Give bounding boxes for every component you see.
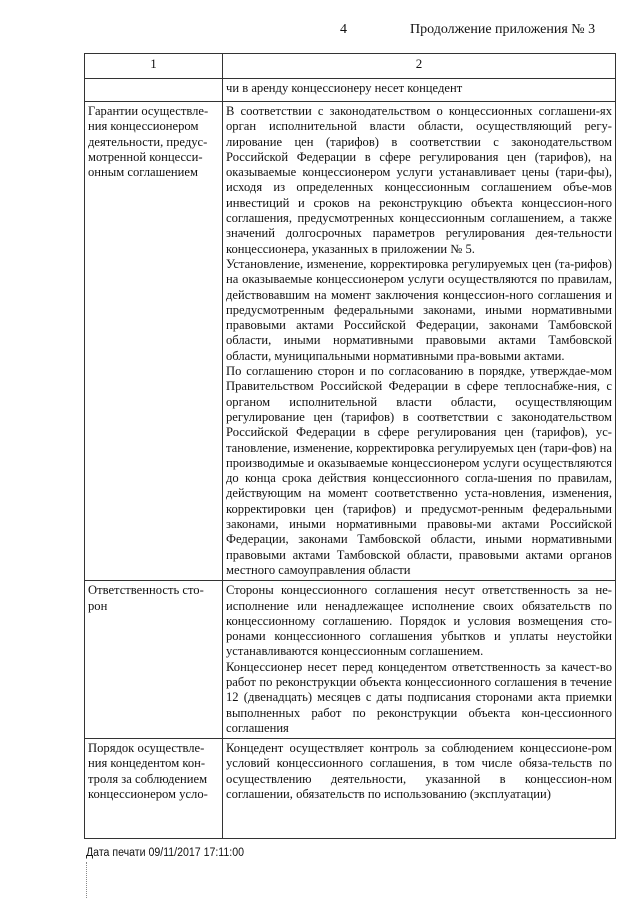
column-number-1: 1 <box>85 54 223 79</box>
page-header <box>0 22 640 42</box>
table-row <box>85 79 616 102</box>
row-label-control: Порядок осуществле-ния концедентом кон-троля за соблюдением концессионером усло- <box>85 739 223 839</box>
row-label-responsibility: Ответственность сто-рон <box>85 581 223 739</box>
table-header-row <box>85 54 616 79</box>
paragraph: По соглашению сторон и по согласованию в порядке, утверждае-мом Правительством Российской Федерации в сфере теплоснабже-ния, с органом исполнительной власти области, осуществляющим регулирование цен (тарифов) в соответствии с законодательством Российской Федерации в сфере регулирования цен (тарифов), ус-тановление, изменение, корректировка регулируемых цен (тари-фов) на производимые и оказываемые концессионером услуги осуществляются до конца срока действия концессионного согла-шения по правилам, действующим на момент соответственно уста-новления, изменения, корректировки цен (тарифов) и предусмот-ренным федеральными законами, иными нормативными правовы-ми актами Российской Федерации, законами Тамбовской области, иными нормативными правовыми актами Тамбовской области, правовыми актами органов местного самоуправления области <box>226 364 612 577</box>
table-cell-label <box>85 79 223 102</box>
paragraph: Концедент осуществляет контроль за соблюдением концессионе-ром условий концессионного соглашения, в том числе обяза-тельств по осуществлению деятельности, указанной в концессион-ном соглашении, обязательств по использованию (эксплуатации) <box>226 741 612 802</box>
row-label-guarantees: Гарантии осуществле-ния концессионером деятельности, предус-мотренной концесси-онным соглашением <box>85 102 223 581</box>
row-content-control <box>223 739 616 839</box>
paragraph: Стороны концессионного соглашения несут ответственность за не-исполнение или ненадлежащее исполнение своих обязательств по концессионному соглашению. Порядок и условия возмещения сто-ронами концессионного соглашения убытков и уплаты неустойки устанавливаются концессионным соглашением. <box>226 583 612 659</box>
row-content-guarantees <box>223 102 616 581</box>
page-number: 4 <box>340 22 347 37</box>
scan-edge-mark <box>86 862 88 898</box>
paragraph: Концессионер несет перед концедентом ответственность за качест-во работ по реконструкции объекта концессионного соглашения в течение 12 (двенадцать) месяцев с даты подписания сторонами акта приемки выполненных работ по реконструкции объекта кон-цессионного соглашения <box>226 659 612 735</box>
paragraph: В соответствии с законодательством о концессионных соглашени-ях орган исполнительной власти области, осуществляющий регу-лирование цен (тарифов) в соответствии с законодательством Российской Федерации в сфере регулирования цен (тарифов), на оказываемые концессионером услуги устанавливает цены (тари-фы), исходя из определенных концессионным соглашением объе-мов инвестиций и сроков на реконструкцию объекта концессион-ного соглашения, предусмотренных концессионным соглашением, а также значений долгосрочных параметров регулирования дея-тельности концессионера, указанных в приложении № 5. <box>226 104 612 256</box>
appendix-title: Продолжение приложения № 3 <box>410 22 596 37</box>
paragraph: Установление, изменение, корректировка регулируемых цен (та-рифов) на оказываемые концессионером услуги осуществляются по правилам, действовавшим на момент заключения концессион-ного соглашения и предусмотренным федеральными законами, иными нормативными правовыми актами Российской Федерации, законами Тамбовской области, иными нормативными правовыми актами Тамбовской области, муниципальными нормативными пра-вовыми актами. <box>226 256 612 363</box>
table-row <box>85 581 616 739</box>
table-row <box>85 102 616 581</box>
column-number-2: 2 <box>223 54 616 79</box>
table-row <box>85 739 616 839</box>
print-date: Дата печати 09/11/2017 17:11:00 <box>86 847 244 859</box>
row-content-responsibility <box>223 581 616 739</box>
continuation-text: чи в аренду концессионеру несет концедент <box>223 79 616 102</box>
appendix-table <box>84 53 616 839</box>
